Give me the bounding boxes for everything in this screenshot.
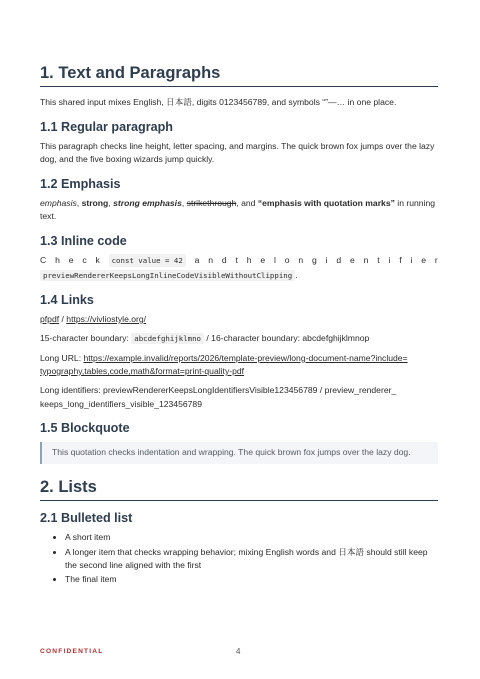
letter: c	[82, 254, 87, 265]
subheading-blockquote: 1.5 Blockquote	[40, 420, 130, 435]
period: .	[295, 270, 298, 281]
letter: i	[388, 254, 391, 265]
letter: e	[421, 254, 427, 265]
letter: g	[312, 254, 317, 265]
boundary-line	[40, 332, 438, 345]
list-item: • The final item	[65, 573, 438, 586]
subheading-inline-code: 1.3 Inline code	[40, 233, 127, 248]
letter: n	[298, 254, 304, 265]
strong-emphasis-text: strong emphasis	[113, 197, 182, 208]
strikethrough-text: strikethrough	[186, 197, 237, 208]
letter: i	[410, 254, 413, 265]
links-line	[40, 313, 438, 326]
long-identifiers-line-1: Long identifiers: previewRendererKeepsLongIdentifiersVisible123456789 / preview_renderer_	[40, 385, 397, 396]
letter: r	[434, 254, 438, 265]
long-url-link[interactable]	[40, 353, 408, 376]
letter: k	[95, 254, 100, 265]
letter: o	[284, 254, 290, 265]
long-identifiers-line-2: keeps_long_identifiers_visible_123456789	[40, 398, 202, 409]
letter: h	[246, 254, 252, 265]
bulleted-list	[40, 531, 438, 586]
letter: e	[68, 254, 74, 265]
link-vivliostyle[interactable]: https://vivliostyle.org/	[66, 314, 147, 325]
blockquote: This quotation checks indentation and wrapping. The quick brown fox jumps over the lazy dog.	[40, 442, 438, 463]
letter: f	[399, 254, 402, 265]
long-url-paragraph	[40, 352, 438, 379]
emphasis-connector: , and	[236, 197, 258, 208]
long-url-label: Long URL:	[40, 352, 84, 363]
boundary-label: 15-character boundary:	[40, 333, 132, 344]
subheading-emphasis: 1.2 Emphasis	[40, 176, 121, 191]
confidential-label: CONFIDENTIAL	[40, 648, 104, 655]
boundary-code: abcdefghijklmno	[131, 333, 204, 344]
subheading-bulleted-list: 2.1 Bulleted list	[40, 510, 133, 525]
letter: d	[336, 254, 342, 265]
long-url-part-1[interactable]: https://example.invalid/reports/2026/template-preview/long-document-name?include=	[83, 352, 408, 363]
page-number: 4	[236, 647, 241, 656]
section-heading-text-and-paragraphs: 1. Text and Paragraphs	[40, 62, 438, 87]
inline-code-justified-line	[40, 254, 438, 267]
inline-code-second-line	[40, 269, 438, 282]
page-content	[40, 62, 438, 587]
letter: C	[40, 254, 47, 265]
letter: n	[363, 254, 369, 265]
subheading-regular-paragraph: 1.1 Regular paragraph	[40, 119, 173, 134]
list-item: • A short item	[65, 531, 438, 544]
emphasis-tail: in running text.	[40, 197, 436, 222]
regular-paragraph: This paragraph checks line height, letter spacing, and margins. The quick brown fox jumps over the lazy dog, and the five boxing wizards jump quickly.	[40, 140, 435, 165]
letter: e	[260, 254, 266, 265]
letter: h	[55, 254, 60, 265]
letter: e	[350, 254, 355, 265]
letter: i	[325, 254, 328, 265]
quoted-emphasis-text: “emphasis with quotation marks”	[257, 197, 395, 208]
intro-paragraph: This shared input mixes English, 日本語, digits 0123456789, and symbols “”—… in one place.	[40, 97, 397, 108]
inline-code-const-value: const value = 42	[109, 254, 186, 267]
letter: n	[208, 254, 214, 265]
boundary-label-16: / 16-character boundary: abcdefghijklmnop	[204, 333, 370, 344]
section-heading-lists: 2. Lists	[40, 476, 438, 501]
subheading-links: 1.4 Links	[40, 292, 94, 307]
letter: t	[235, 254, 238, 265]
list-item: • A longer item that checks wrapping behavior; mixing English words and 日本語 should still keep the second line aligned with the first	[65, 546, 438, 573]
long-url-part-2[interactable]: typography,tables,code,math&format=print-quality-pdf	[40, 365, 245, 376]
long-identifiers-paragraph	[40, 384, 438, 411]
letter: a	[194, 254, 200, 265]
strong-text: strong	[81, 197, 109, 208]
letter: d	[221, 254, 227, 265]
inline-code-long-identifier: previewRendererKeepsLongInlineCodeVisibleWithoutClipping	[40, 270, 295, 281]
emphasis-paragraph: emphasis, strong, strong emphasis, strikethrough, and “emphasis with quotation marks” in running text.	[40, 197, 436, 222]
letter: l	[274, 254, 276, 265]
separator: /	[59, 314, 67, 325]
emphasis-text: emphasis	[40, 197, 77, 208]
link-pfpdf[interactable]: pfpdf	[40, 314, 60, 325]
letter: t	[377, 254, 380, 265]
